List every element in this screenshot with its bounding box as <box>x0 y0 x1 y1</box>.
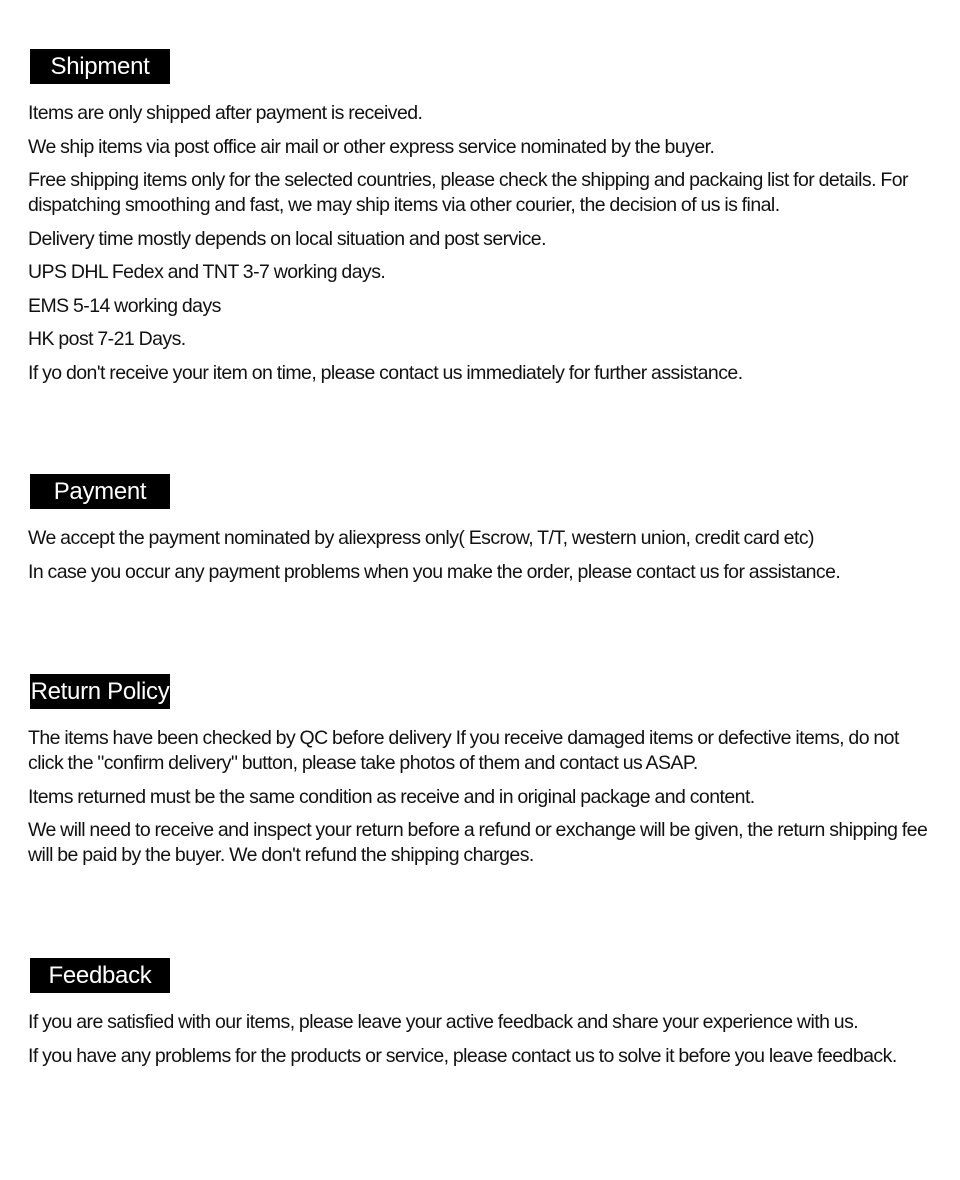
text-line: EMS 5-14 working days <box>28 294 221 317</box>
section-title: Feedback <box>30 958 170 993</box>
text-line: Items are only shipped after payment is received. <box>28 102 423 124</box>
text-line: Items returned must be the same condition as receive and in original package and content. <box>28 785 755 808</box>
text-line: We ship items via post office air mail or other express service nominated by the buyer. <box>28 135 715 158</box>
section-body <box>28 1010 938 1069</box>
text-line: Free shipping items only for the selected countries, please check the shipping and packaing list for details. For dispatching smoothing and fast, we may ship items via other courier, the decision of us is final. <box>28 169 908 216</box>
section-shipment <box>28 49 938 394</box>
text-line: If you have any problems for the products or service, please contact us to solve it before you leave feedback. <box>28 1044 897 1067</box>
text-line: Delivery time mostly depends on local situation and post service. <box>28 227 546 250</box>
section-payment <box>28 474 938 593</box>
section-title: Shipment <box>30 49 170 84</box>
section-body <box>28 726 938 868</box>
text-line: In case you occur any payment problems when you make the order, please contact us for assistance. <box>28 560 841 583</box>
text-line: If you are satisfied with our items, please leave your active feedback and share your experience with us. <box>28 1011 859 1033</box>
text-line: If yo don't receive your item on time, please contact us immediately for further assistance. <box>28 361 743 384</box>
section-return-policy <box>28 674 938 877</box>
section-body <box>28 101 938 386</box>
text-line: We accept the payment nominated by aliexpress only( Escrow, T/T, western union, credit card etc) <box>28 527 814 549</box>
text-line: The items have been checked by QC before delivery If you receive damaged items or defective items, do not click the "confirm delivery" button, please take photos of them and contact us ASAP. <box>28 727 899 774</box>
text-line: UPS DHL Fedex and TNT 3-7 working days. <box>28 261 386 283</box>
text-line: We will need to receive and inspect your return before a refund or exchange will be given, the return shipping fee will be paid by the buyer. We don't refund the shipping charges. <box>28 819 928 866</box>
section-body <box>28 526 938 585</box>
section-title: Return Policy <box>30 674 170 709</box>
section-title: Payment <box>30 474 170 509</box>
section-feedback <box>28 958 938 1077</box>
text-line: HK post 7-21 Days. <box>28 328 186 350</box>
